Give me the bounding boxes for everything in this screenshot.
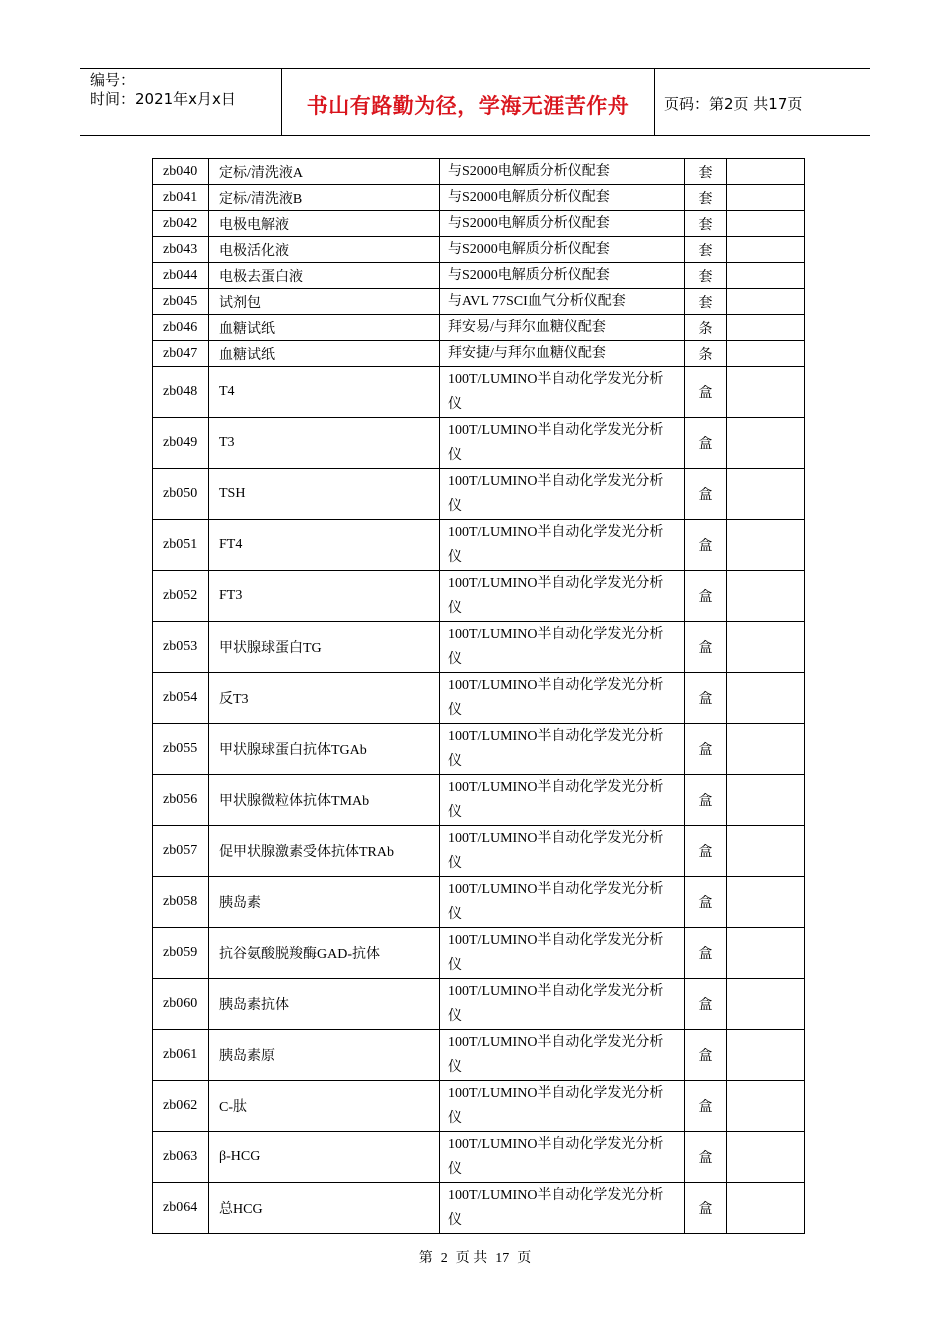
item-extra	[727, 979, 805, 1030]
table-row	[153, 520, 805, 571]
item-extra	[727, 877, 805, 928]
item-name: T4	[209, 367, 440, 418]
item-description: 与S2000电解质分析仪配套	[440, 159, 685, 185]
item-extra	[727, 418, 805, 469]
item-code: zb043	[153, 237, 209, 263]
item-code: zb040	[153, 159, 209, 185]
item-unit: 套	[685, 237, 727, 263]
item-description: 100T/LUMINO半自动化学发光分析仪	[440, 622, 685, 673]
item-unit: 盒	[685, 1132, 727, 1183]
table-row	[153, 315, 805, 341]
footer-total-pages: 17	[495, 1251, 510, 1266]
item-unit: 盒	[685, 1081, 727, 1132]
item-name: 电极去蛋白液	[209, 263, 440, 289]
item-description: 拜安易/与拜尔血糖仪配套	[440, 315, 685, 341]
item-code: zb050	[153, 469, 209, 520]
item-name: 甲状腺球蛋白TG	[209, 622, 440, 673]
item-extra	[727, 724, 805, 775]
item-extra	[727, 673, 805, 724]
item-description: 100T/LUMINO半自动化学发光分析仪	[440, 520, 685, 571]
item-extra	[727, 1132, 805, 1183]
item-unit: 套	[685, 263, 727, 289]
item-name: β-HCG	[209, 1132, 440, 1183]
table-row	[153, 289, 805, 315]
item-name: FT4	[209, 520, 440, 571]
item-code: zb057	[153, 826, 209, 877]
item-name: 甲状腺球蛋白抗体TGAb	[209, 724, 440, 775]
item-unit: 盒	[685, 877, 727, 928]
header-meta	[80, 69, 282, 135]
item-extra	[727, 826, 805, 877]
reagent-table	[152, 158, 805, 1234]
item-name: FT3	[209, 571, 440, 622]
item-code: zb060	[153, 979, 209, 1030]
item-description: 与S2000电解质分析仪配套	[440, 185, 685, 211]
item-description: 100T/LUMINO半自动化学发光分析仪	[440, 673, 685, 724]
item-code: zb064	[153, 1183, 209, 1234]
table-row	[153, 1030, 805, 1081]
item-description: 100T/LUMINO半自动化学发光分析仪	[440, 1030, 685, 1081]
footer-page-number: 2	[440, 1251, 448, 1266]
item-code: zb062	[153, 1081, 209, 1132]
item-unit: 套	[685, 159, 727, 185]
table-row	[153, 263, 805, 289]
document-number-label: 编号：	[90, 71, 136, 89]
item-code: zb041	[153, 185, 209, 211]
table-row	[153, 1183, 805, 1234]
item-name: 抗谷氨酸脱羧酶GAD-抗体	[209, 928, 440, 979]
item-name: 促甲状腺激素受体抗体TRAb	[209, 826, 440, 877]
item-description: 100T/LUMINO半自动化学发光分析仪	[440, 877, 685, 928]
item-description: 100T/LUMINO半自动化学发光分析仪	[440, 1183, 685, 1234]
item-name: 血糖试纸	[209, 341, 440, 367]
table-row	[153, 211, 805, 237]
item-extra	[727, 211, 805, 237]
table-row	[153, 673, 805, 724]
item-extra	[727, 520, 805, 571]
item-description: 100T/LUMINO半自动化学发光分析仪	[440, 571, 685, 622]
item-code: zb046	[153, 315, 209, 341]
item-unit: 套	[685, 289, 727, 315]
item-name: C-肽	[209, 1081, 440, 1132]
item-unit: 盒	[685, 928, 727, 979]
item-unit: 盒	[685, 571, 727, 622]
item-description: 拜安捷/与拜尔血糖仪配套	[440, 341, 685, 367]
item-description: 100T/LUMINO半自动化学发光分析仪	[440, 367, 685, 418]
item-extra	[727, 315, 805, 341]
item-code: zb047	[153, 341, 209, 367]
table-row	[153, 877, 805, 928]
table-row	[153, 724, 805, 775]
item-code: zb052	[153, 571, 209, 622]
item-extra	[727, 775, 805, 826]
item-description: 100T/LUMINO半自动化学发光分析仪	[440, 1081, 685, 1132]
item-extra	[727, 367, 805, 418]
item-unit: 盒	[685, 418, 727, 469]
item-code: zb054	[153, 673, 209, 724]
item-name: T3	[209, 418, 440, 469]
item-name: 胰岛素原	[209, 1030, 440, 1081]
table-row	[153, 367, 805, 418]
item-unit: 盒	[685, 979, 727, 1030]
item-unit: 盒	[685, 673, 727, 724]
item-description: 与AVL 77SCI血气分析仪配套	[440, 289, 685, 315]
header-motto-cell	[282, 69, 655, 135]
item-extra	[727, 1081, 805, 1132]
item-name: 电极活化液	[209, 237, 440, 263]
footer-suffix: 页	[517, 1251, 532, 1266]
footer-prefix: 第	[418, 1251, 433, 1266]
item-name: 血糖试纸	[209, 315, 440, 341]
table-row	[153, 571, 805, 622]
item-description: 100T/LUMINO半自动化学发光分析仪	[440, 775, 685, 826]
item-extra	[727, 928, 805, 979]
item-extra	[727, 159, 805, 185]
item-unit: 盒	[685, 520, 727, 571]
item-name: 胰岛素	[209, 877, 440, 928]
item-code: zb049	[153, 418, 209, 469]
item-unit: 盒	[685, 724, 727, 775]
table-row	[153, 1081, 805, 1132]
item-description: 与S2000电解质分析仪配套	[440, 237, 685, 263]
item-code: zb061	[153, 1030, 209, 1081]
item-extra	[727, 1030, 805, 1081]
table-row	[153, 928, 805, 979]
item-name: 定标/清洗液B	[209, 185, 440, 211]
item-name: 总HCG	[209, 1183, 440, 1234]
item-unit: 盒	[685, 1183, 727, 1234]
page-footer	[0, 1247, 950, 1267]
item-name: 试剂包	[209, 289, 440, 315]
item-extra	[727, 185, 805, 211]
item-extra	[727, 341, 805, 367]
item-name: 甲状腺微粒体抗体TMAb	[209, 775, 440, 826]
table-row	[153, 159, 805, 185]
item-description: 100T/LUMINO半自动化学发光分析仪	[440, 469, 685, 520]
table-row	[153, 826, 805, 877]
item-description: 与S2000电解质分析仪配套	[440, 263, 685, 289]
item-description: 与S2000电解质分析仪配套	[440, 211, 685, 237]
item-description: 100T/LUMINO半自动化学发光分析仪	[440, 826, 685, 877]
item-description: 100T/LUMINO半自动化学发光分析仪	[440, 418, 685, 469]
document-date: 时间：2021年x月x日	[90, 90, 236, 108]
item-extra	[727, 622, 805, 673]
item-unit: 条	[685, 341, 727, 367]
item-code: zb051	[153, 520, 209, 571]
item-unit: 套	[685, 211, 727, 237]
item-code: zb056	[153, 775, 209, 826]
table-row	[153, 185, 805, 211]
item-unit: 盒	[685, 622, 727, 673]
item-code: zb055	[153, 724, 209, 775]
page-header	[80, 68, 870, 136]
item-code: zb044	[153, 263, 209, 289]
item-extra	[727, 263, 805, 289]
item-unit: 盒	[685, 775, 727, 826]
item-code: zb059	[153, 928, 209, 979]
item-code: zb058	[153, 877, 209, 928]
table-row	[153, 775, 805, 826]
table-row	[153, 1132, 805, 1183]
item-extra	[727, 571, 805, 622]
table-row	[153, 237, 805, 263]
item-description: 100T/LUMINO半自动化学发光分析仪	[440, 928, 685, 979]
table-row	[153, 418, 805, 469]
item-name: TSH	[209, 469, 440, 520]
reagent-table-body	[153, 159, 805, 1234]
table-row	[153, 622, 805, 673]
item-code: zb063	[153, 1132, 209, 1183]
header-page-info: 页码：第2页 共17页	[664, 95, 803, 113]
item-code: zb045	[153, 289, 209, 315]
item-unit: 盒	[685, 1030, 727, 1081]
item-extra	[727, 1183, 805, 1234]
header-motto: 书山有路勤为径，学海无涯苦作舟	[306, 94, 630, 118]
item-unit: 盒	[685, 826, 727, 877]
item-unit: 条	[685, 315, 727, 341]
item-unit: 套	[685, 185, 727, 211]
item-name: 胰岛素抗体	[209, 979, 440, 1030]
item-extra	[727, 469, 805, 520]
item-extra	[727, 237, 805, 263]
item-name: 电极电解液	[209, 211, 440, 237]
item-extra	[727, 289, 805, 315]
item-description: 100T/LUMINO半自动化学发光分析仪	[440, 724, 685, 775]
item-code: zb053	[153, 622, 209, 673]
item-name: 反T3	[209, 673, 440, 724]
item-code: zb048	[153, 367, 209, 418]
table-row	[153, 469, 805, 520]
table-row	[153, 979, 805, 1030]
table-row	[153, 341, 805, 367]
item-code: zb042	[153, 211, 209, 237]
item-unit: 盒	[685, 367, 727, 418]
item-name: 定标/清洗液A	[209, 159, 440, 185]
item-unit: 盒	[685, 469, 727, 520]
item-description: 100T/LUMINO半自动化学发光分析仪	[440, 979, 685, 1030]
footer-middle: 页 共	[455, 1251, 488, 1266]
item-description: 100T/LUMINO半自动化学发光分析仪	[440, 1132, 685, 1183]
